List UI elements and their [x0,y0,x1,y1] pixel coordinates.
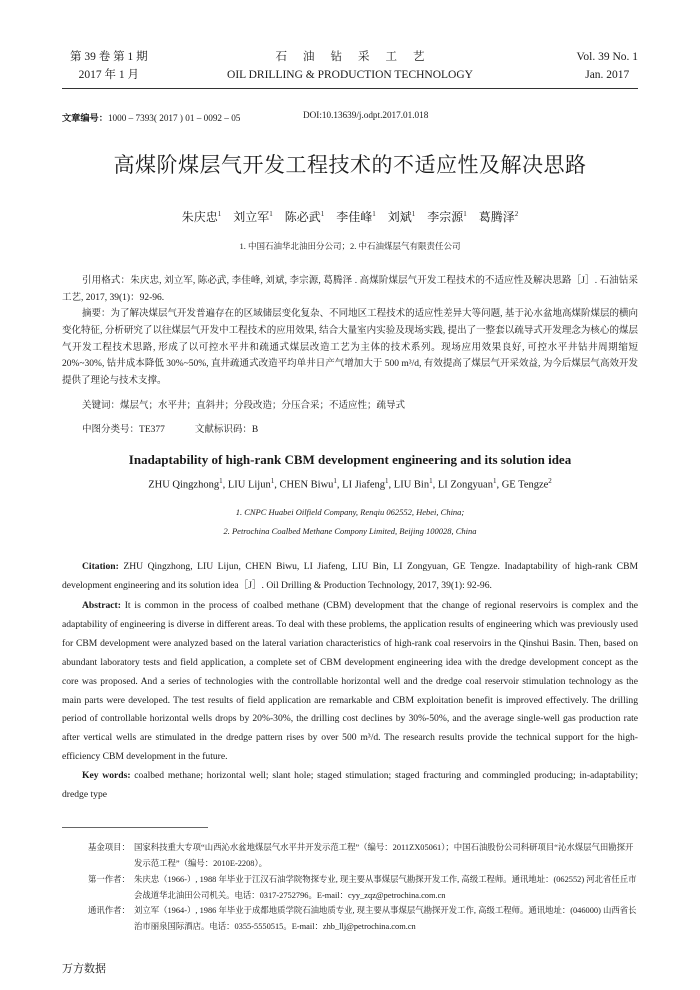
affiliation-en-2: 2. Petrochina Coalbed Methane Compony Limited, Beijing 100028, China [223,526,477,536]
clc-label: 中图分类号： [82,424,140,435]
header-issue-en [577,48,638,84]
keywords-cn-label: 关键词： [82,400,121,411]
affiliations-en [0,503,700,541]
author-affiliation-mark: 1 [269,210,273,218]
abstract-cn [62,306,638,390]
authors-cn [0,208,700,225]
title-en: Inadaptability of high-rank CBM development engineering and its solution idea [128,452,572,467]
volume-en: Vol. 39 No. 1 [576,51,638,63]
author-name: 刘斌 [387,210,412,224]
footnote-funding [62,840,638,871]
footnote-corresponding-author-text: 刘立军（1964-）, 1986 年毕业于成都地质学院石油地质专业, 现主要从事煤层气勘探开发工作, 高级工程师。通讯地址：(046000) 山西省长治市丽泉国际酒店。电话：0355-5550515。E-mail：zhb_llj@petrochina.com.cn [134,906,637,931]
citation-en-text: ZHU Qingzhong, LIU Lijun, CHEN Biwu, LI Jiafeng, LIU Bin, LI Zongyuan, GE Tengze. Inadaptability of high-rank CBM development engineering and its solution idea［J］. Oil Drilling & Production Technology, 2017, 39(1): 92-96. [62,561,638,591]
author-name: LI Jiafeng [342,479,386,491]
author-name: 刘立军 [233,210,270,224]
abstract-cn-text: 为了解决煤层气开发普遍存在的区域储层变化复杂、不同地区工程技术的适应性差异大等问题, 基于沁水盆地高煤阶煤层的横向变化特征, 分析研究了以往煤层气开发中工程技术的应用效果, 结合大量室内实验及现场实践, 提出了一整套以疏导式开发理念为核心的煤层气开发工程技术思路, 形成了以可控水平井和疏通式煤层改造工艺为主体的技术系列。现场应用效果良好, 可控水平井钻井周期缩短 20%~30%, 钻井成本降低 30%~50%, 直井疏通式改造平均单井日产气增加大于 500 m³/d, 有效提高了煤层气开采效益, 为今后煤层气高效开发提供了理论与技术支撑。 [62,309,638,387]
author-affiliation-mark: 1 [411,210,416,218]
author-name: LIU Lijun [227,479,271,491]
journal-name-cn: 石油钻采工艺 [275,51,441,63]
author-affiliation-mark: 1 [217,210,222,218]
citation-cn-text: 朱庆忠, 刘立军, 陈必武, 李佳峰, 刘斌, 李宗源, 葛腾泽 . 高煤阶煤层气开发工程技术的不适应性及解决思路［J］. 石油钻采工艺, 2017, 39(1)：92-96. [62,276,638,303]
article-number-label: 文章编号： [62,113,108,124]
header-issue-cn [70,48,148,84]
journal-name-en: OIL DRILLING & PRODUCTION TECHNOLOGY [227,69,473,81]
header-journal [200,48,500,84]
citation-en [62,558,638,596]
doc-code-value: B [251,425,259,435]
article-number-value: 1000 – 7393( 2017 ) 01 – 0092 – 05 [107,113,241,123]
author-affiliation-mark: 1 [492,477,497,485]
article-doi: DOI:10.13639/j.odpt.2017.01.018 [303,110,429,120]
author-affiliation-mark: 1 [372,210,376,218]
keywords-en-label: Key words: [82,770,131,781]
keywords-en-text: coalbed methane; horizontal well; slant hole; staged stimulation; staged fracturing and commingled producing; in-adaptability; dredge type [62,770,638,800]
author-affiliation-mark: 1 [219,477,223,485]
keywords-cn [62,398,638,415]
classification [62,422,638,439]
abstract-en [62,597,638,767]
author-name: CHEN Biwu [279,479,334,491]
author-affiliation-mark: 1 [320,210,325,218]
article-number [62,110,240,124]
volume-cn: 第 39 卷 第 1 期 [70,51,148,63]
author-name: GE Tengze [501,479,549,491]
author-affiliation-mark: 1 [429,477,433,485]
citation-en-label: Citation: [82,561,119,572]
footnote-corresponding-author-label: 通讯作者： [88,905,130,915]
author-name: 朱庆忠 [181,210,218,224]
author-name: 李宗源 [427,210,464,224]
author-affiliation-mark: 2 [548,477,552,485]
abstract-en-label: Abstract: [82,600,121,611]
author-affiliation-mark: 1 [385,477,389,485]
author-name: 李佳峰 [336,210,373,224]
abstract-cn-label: 摘要： [82,308,111,319]
author-name: LI Zongyuan [437,479,493,491]
author-name: ZHU Qingzhong [148,479,220,491]
clc-value: TE377 [139,425,165,435]
doc-code-label: 文献标识码： [194,424,252,435]
footnote-rule [62,827,208,828]
header-rule [62,88,638,89]
author-name: 陈必武 [284,210,321,224]
author-affiliation-mark: 1 [333,477,337,485]
author-name: LIU Bin [393,479,430,491]
citation-cn [62,273,638,307]
date-cn: 2017 年 1 月 [78,69,139,81]
affiliation-en-1: 1. CNPC Huabei Oilfield Company, Renqiu 062552, Hebei, China; [235,507,465,517]
affiliation-cn: 1. 中国石油华北油田分公司；2. 中石油煤层气有限责任公司 [239,241,461,251]
footnote-corresponding-author [62,903,638,934]
author-affiliation-mark: 1 [463,210,467,218]
footnote-funding-text: 国家科技重大专项“山西沁水盆地煤层气水平井开发示范工程”（编号：2011ZX05061）；中国石油股份公司科研项目“沁水煤层气田勘探开发示范工程”（编号：2010E-2208）。 [134,843,634,868]
date-en: Jan. 2017 [585,69,630,81]
author-affiliation-mark: 1 [270,477,275,485]
citation-cn-label: 引用格式： [82,275,131,286]
footnote-first-author-label: 第一作者： [88,874,130,884]
footnote-first-author-text: 朱庆忠（1966-）, 1988 年毕业于江汉石油学院物探专业, 现主要从事煤层气勘探开发工作, 高级工程师。通讯地址：(062552) 河北省任丘市会战道华北油田公司机关。电话：0317-2752796。E-mail：cyy_zqz@petrochina.com.cn [134,875,637,900]
footnote-funding-label: 基金项目： [88,842,130,852]
footnote-first-author [62,872,638,903]
author-name: 葛腾泽 [478,210,515,224]
abstract-en-text: It is common in the process of coalbed methane (CBM) development that the change of regional reservoirs is complex and the adaptability of engineering is diverse in different areas. To deal with these problems, the application results of engineering which was previously used for CBM development were analyzed based on the lateral variation characteristics of high-rank coal reservoirs in the Qinshui Basin. Then, based on abundant laboratory tests and field application, a complete set of CBM development engineering idea with the dredge development concept as the core was proposed. And a series of technologies with the controllable horizontal well and the dredge coal reservoir stimulation technology as the main parts were developed. The test results of field application are remarkable and CBM exploitation benefit is improved effectively. The drilling period of controllable horizontal wells drops by 20%-30%, the drilling cost declines by 30%-50%, and the average single-well gas production rate after vertical wells are stimulated in the dredge pattern rises by over 500 m³/d. The research results provide the technical support for the high-efficiency CBM development in the future. [62,600,639,763]
authors-en: ZHU Qingzhong$^1$, LIU Lijun$^1$, CHEN Biwu$^1$, LI Jiafeng$^1$, LIU Bin$^1$, LI Zongyuan$^1$, GE Tengze$^2$ [148,477,552,491]
author-affiliation-mark: 2 [514,210,519,218]
keywords-cn-text: 煤层气；水平井；直斜井；分段改造；分压合采；不适应性；疏导式 [120,400,406,411]
wanfang-logo-text: 万方数据 [62,962,106,975]
keywords-en [62,767,638,805]
title-cn: 高煤阶煤层气开发工程技术的不适应性及解决思路 [113,153,587,177]
